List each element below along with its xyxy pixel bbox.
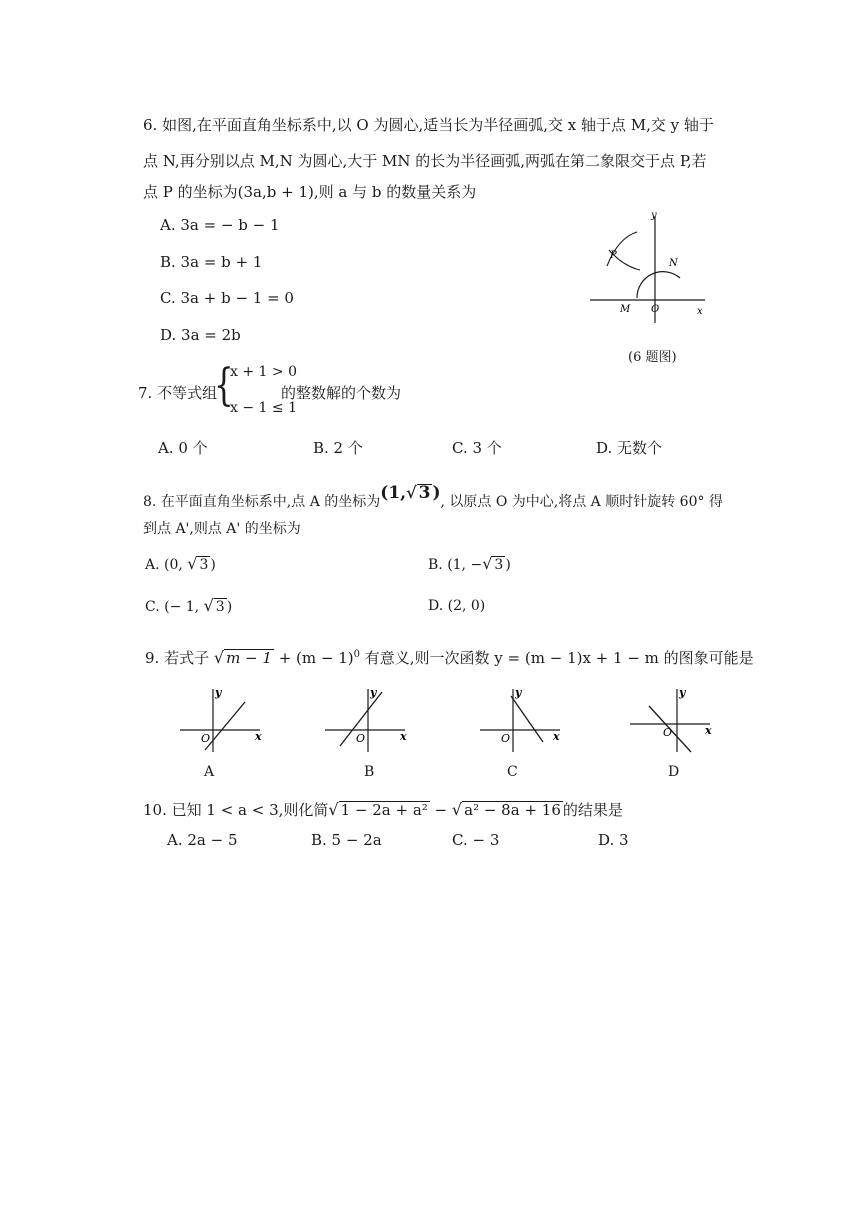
q10-option-c: C. − 3 bbox=[452, 831, 500, 849]
q6-label-y: y bbox=[651, 210, 657, 221]
q8-option-a-radicand: 3 bbox=[199, 557, 209, 573]
q8-point-radical-sign: √ bbox=[406, 483, 417, 502]
q6-option-d: D. 3a = 2b bbox=[160, 326, 241, 344]
q6-line-2: 点 N,再分别以点 M,N 为圆心,大于 MN 的长为半径画弧,两弧在第二象限交于点 P,若 bbox=[143, 152, 707, 170]
q6-line-1: 6. 如图,在平面直角坐标系中,以 O 为圆心,适当长为半径画弧,交 x 轴于点 M,交 y 轴于 bbox=[143, 116, 714, 134]
q8-option-c bbox=[145, 596, 232, 617]
q10-radical-1: √ bbox=[328, 800, 339, 819]
q8-option-c-radicand: 3 bbox=[215, 599, 225, 615]
q9-graph-b-label: B bbox=[364, 764, 375, 780]
q8-line-2: 到点 A',则点 A' 的坐标为 bbox=[143, 521, 301, 537]
q9-graph-d-label: D bbox=[668, 764, 680, 780]
q10-radical-2: √ bbox=[451, 800, 463, 819]
q9-graph-a-label: A bbox=[204, 764, 215, 780]
q9-pre: 9. 若式子 bbox=[145, 649, 214, 667]
q9c-line bbox=[511, 696, 543, 742]
q8-line-1 bbox=[143, 483, 723, 512]
q10-option-a: A. 2a − 5 bbox=[167, 831, 238, 849]
q9d-label-x: x bbox=[705, 724, 712, 737]
q8-option-d: D. (2, 0) bbox=[428, 598, 486, 614]
q9-exponent: 0 bbox=[353, 649, 360, 660]
q8-option-b-radicand: 3 bbox=[494, 557, 504, 573]
q9d-label-o: O bbox=[663, 726, 673, 739]
q9c-label-x: x bbox=[553, 730, 560, 743]
q9a-line bbox=[205, 702, 245, 750]
q6-label-p: P bbox=[610, 250, 617, 261]
q10-minus: − bbox=[429, 801, 452, 819]
q6-option-c: C. 3a + b − 1 = 0 bbox=[160, 289, 294, 307]
q6-label-m: M bbox=[620, 304, 631, 315]
q10-radicand-1: 1 − 2a + a² bbox=[340, 801, 428, 819]
q9-graph-d bbox=[625, 684, 720, 764]
q6-figure bbox=[585, 208, 715, 328]
q6-caption: (6 题图) bbox=[628, 350, 677, 365]
q6-option-b: B. 3a = b + 1 bbox=[160, 253, 263, 271]
q9-graph-c-label: C bbox=[507, 764, 518, 780]
q7-option-d: D. 无数个 bbox=[596, 439, 663, 457]
q7-ineq-1: x + 1 > 0 bbox=[230, 364, 297, 380]
q6-arc-o bbox=[637, 272, 680, 298]
q10-pre: 10. 已知 1 < a < 3,则化简 bbox=[143, 801, 329, 819]
q8-option-b-post: ) bbox=[505, 557, 511, 573]
q9-graph-a bbox=[175, 684, 270, 764]
q10-post: 的结果是 bbox=[562, 801, 623, 819]
q9b-label-y: y bbox=[370, 686, 377, 699]
q8-option-a-post: ) bbox=[210, 557, 216, 573]
q8-option-b-radical: √ bbox=[482, 554, 493, 573]
q6-label-x: x bbox=[697, 306, 703, 317]
q9-graph-b bbox=[320, 684, 415, 764]
q10-radicand-2: a² − 8a + 16 bbox=[464, 801, 561, 819]
q8-option-a-pre: A. (0, bbox=[145, 557, 188, 573]
q8-option-a bbox=[145, 554, 216, 575]
q8-line-1-a: 8. 在平面直角坐标系中,点 A 的坐标为 bbox=[143, 494, 381, 510]
q8-option-c-post: ) bbox=[226, 599, 233, 615]
q8-option-a-radical: √ bbox=[187, 554, 198, 573]
q6-label-o: O bbox=[651, 304, 660, 315]
q9a-label-y: y bbox=[215, 686, 222, 699]
q8-point bbox=[380, 483, 440, 503]
q8-point-open: (1, bbox=[380, 483, 407, 503]
q9b-label-x: x bbox=[400, 730, 407, 743]
q8-option-b-pre: B. (1, − bbox=[428, 557, 483, 573]
q9a-label-x: x bbox=[255, 730, 262, 743]
q9-stem bbox=[145, 645, 754, 668]
q7-option-a: A. 0 个 bbox=[158, 439, 208, 457]
q9-radicand: m − 1 bbox=[226, 649, 272, 667]
q10-option-b: B. 5 − 2a bbox=[311, 831, 382, 849]
q9-graph-c bbox=[475, 684, 570, 764]
q7-brace: { bbox=[214, 360, 234, 411]
q9-radical: √ bbox=[213, 648, 225, 667]
q9-post: 有意义,则一次函数 y = (m − 1)x + 1 − m 的图象可能是 bbox=[360, 649, 754, 667]
q6-line-3: 点 P 的坐标为(3a,b + 1),则 a 与 b 的数量关系为 bbox=[143, 183, 477, 201]
q6-label-n: N bbox=[669, 258, 678, 269]
q9b-label-o: O bbox=[356, 732, 366, 745]
q8-option-b bbox=[428, 554, 511, 575]
q9d-label-y: y bbox=[679, 686, 686, 699]
q10-option-d: D. 3 bbox=[598, 831, 629, 849]
q9-mid: + (m − 1) bbox=[273, 649, 354, 667]
q7-prefix: 7. 不等式组 bbox=[138, 384, 218, 402]
q6-option-a: A. 3a = − b − 1 bbox=[160, 216, 280, 234]
q8-option-c-radical: √ bbox=[203, 596, 214, 615]
q9c-label-y: y bbox=[515, 686, 522, 699]
q7-option-c: C. 3 个 bbox=[452, 439, 502, 457]
q8-point-close: ) bbox=[432, 483, 441, 503]
q7-option-b: B. 2 个 bbox=[313, 439, 363, 457]
q8-option-c-pre: C. (− 1, bbox=[145, 599, 204, 615]
q8-line-1-b: , 以原点 O 为中心,将点 A 顺时针旋转 60° 得 bbox=[440, 494, 723, 510]
q9c-label-o: O bbox=[501, 732, 511, 745]
q10-stem bbox=[143, 800, 623, 820]
q7-ineq-2: x − 1 ≤ 1 bbox=[230, 400, 297, 416]
q9a-label-o: O bbox=[201, 732, 211, 745]
q8-point-radicand: 3 bbox=[418, 483, 431, 503]
q7-suffix: 的整数解的个数为 bbox=[281, 384, 402, 402]
